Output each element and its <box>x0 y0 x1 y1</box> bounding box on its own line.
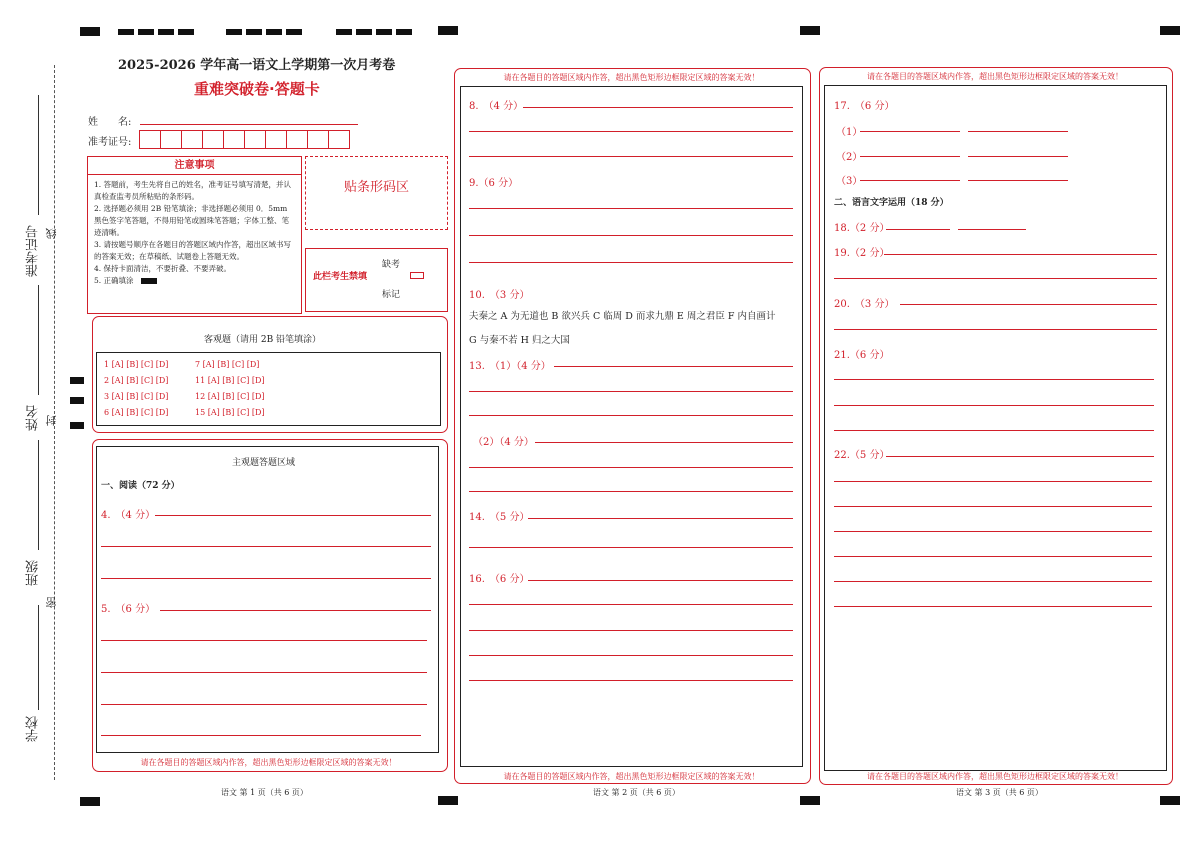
question-label: （1） <box>836 127 863 138</box>
timing-mark <box>178 29 194 35</box>
question-label: （2）（4 分） <box>473 437 534 448</box>
notice-title: 注意事项 <box>88 157 301 175</box>
timing-mark <box>70 377 84 384</box>
page-footer: 语文 第 2 页（共 6 页） <box>593 788 680 797</box>
timing-mark <box>158 29 174 35</box>
answer-line[interactable] <box>469 391 793 392</box>
binding-field-line <box>38 95 39 215</box>
timing-mark <box>438 26 458 35</box>
warning-text: 请在各题目的答题区域内作答，超出黑色矩形边框限定区域的答案无效！ <box>867 72 1123 81</box>
answer-line[interactable] <box>101 735 421 736</box>
warning-text: 请在各题目的答题区域内作答，超出黑色矩形边框限定区域的答案无效！ <box>140 758 397 767</box>
question-label: 20. （3 分） <box>834 299 895 310</box>
choice-row[interactable]: 12 [A] [B] [C] [D] <box>195 392 265 401</box>
answer-line[interactable] <box>834 481 1152 482</box>
question-label: 4. （4 分） <box>101 510 156 521</box>
binding-field-line <box>38 440 39 550</box>
page-footer: 语文 第 1 页（共 6 页） <box>221 788 308 797</box>
notice-item-label: 5. 正确填涂 <box>94 276 134 285</box>
answer-line[interactable] <box>834 556 1152 557</box>
answer-line[interactable] <box>968 131 1068 132</box>
binding-field-line <box>38 605 39 710</box>
answer-line[interactable] <box>834 405 1154 406</box>
answer-line[interactable] <box>834 329 1157 330</box>
question-label: 16. （6 分） <box>469 574 530 585</box>
answer-line[interactable] <box>101 578 431 579</box>
answer-line[interactable] <box>469 131 793 132</box>
warning-text: 请在各题目的答题区域内作答，超出黑色矩形边框限定区域的答案无效！ <box>503 772 760 781</box>
answer-line[interactable] <box>469 630 793 631</box>
answer-line[interactable] <box>523 107 793 108</box>
answer-line[interactable] <box>834 506 1152 507</box>
answer-line[interactable] <box>469 208 793 209</box>
timing-mark <box>336 29 352 35</box>
choice-row[interactable]: 1 [A] [B] [C] [D] <box>104 360 169 369</box>
answer-line[interactable] <box>860 180 960 181</box>
binding-class-label: 班级 <box>26 560 41 586</box>
question-label: 22.（5 分） <box>834 450 890 461</box>
absent-forbid-label: 此栏考生禁填 <box>313 272 368 282</box>
answer-line[interactable] <box>469 415 793 416</box>
barcode-area <box>305 156 448 230</box>
timing-mark <box>70 422 84 429</box>
question-label: 21.（6 分） <box>834 350 890 361</box>
timing-mark <box>80 797 100 806</box>
answer-line[interactable] <box>834 278 1157 279</box>
question-label: 18.（2 分） <box>834 223 890 234</box>
question-label: 8. （4 分） <box>469 101 524 112</box>
timing-mark <box>800 796 820 805</box>
timing-mark <box>246 29 262 35</box>
question-label: 5. （6 分） <box>101 604 156 615</box>
question-label: （2） <box>836 152 863 163</box>
answer-line[interactable] <box>860 131 960 132</box>
answer-line[interactable] <box>155 515 431 516</box>
question-label: 13. （1）（4 分） <box>469 361 551 372</box>
question-label: 19.（2 分） <box>834 248 890 259</box>
binding-xian-label: 线 <box>45 228 58 239</box>
notice-item: 3. 请按题号顺序在各题目的答题区域内作答，超出区域书写的答案无效；在草稿纸、试题卷上答题无效。 <box>94 240 292 261</box>
choice-row[interactable]: 15 [A] [B] [C] [D] <box>195 408 265 417</box>
choice-row[interactable]: 7 [A] [B] [C] [D] <box>195 360 260 369</box>
absent-box <box>305 248 448 312</box>
timing-mark <box>118 29 134 35</box>
answer-line[interactable] <box>101 640 427 641</box>
notice-item <box>94 275 295 287</box>
answer-line[interactable] <box>469 467 793 468</box>
notice-item: 2. 选择题必须用 2B 铅笔填涂；非选择题必须用 0．5mm 黑色签字笔答题，不得用铅笔或圆珠笔答题；字体工整、笔迹清晰。 <box>94 204 289 237</box>
answer-line[interactable] <box>101 672 427 673</box>
filled-sample-icon <box>141 278 157 284</box>
name-label: 姓 名: <box>88 117 132 128</box>
answer-line[interactable] <box>469 235 793 236</box>
absent-mark-bottom: 标记 <box>382 290 401 300</box>
timing-mark <box>1160 26 1180 35</box>
binding-feng-label: 封 <box>45 415 58 426</box>
passage-text: 夫秦之 A 为无道也 B 欲兴兵 C 临周 D 而求九鼎 E 周之君臣 F 内自画计 <box>469 311 776 322</box>
answer-line[interactable] <box>469 156 793 157</box>
answer-line[interactable] <box>886 229 950 230</box>
card-title: 重难突破卷·答题卡 <box>194 80 320 98</box>
answer-line[interactable] <box>834 606 1152 607</box>
question-label: 9.（6 分） <box>469 178 519 189</box>
timing-mark <box>376 29 392 35</box>
choice-row[interactable]: 6 [A] [B] [C] [D] <box>104 408 169 417</box>
id-label: 准考证号: <box>88 137 132 148</box>
notice-item: 1. 答题前，考生先将自己的姓名，准考证号填写清楚，并认真检查监考员所粘贴的条形码。 <box>94 180 292 201</box>
question-label: （3） <box>836 176 863 187</box>
question-label: 10. （3 分） <box>469 290 530 301</box>
timing-mark <box>800 26 820 35</box>
answer-line[interactable] <box>528 518 793 519</box>
binding-school-label: 学校 <box>26 716 41 742</box>
notice-box <box>87 156 302 314</box>
answer-line[interactable] <box>958 229 1026 230</box>
choice-row[interactable]: 3 [A] [B] [C] [D] <box>104 392 169 401</box>
timing-mark <box>356 29 372 35</box>
answer-line[interactable] <box>528 580 793 581</box>
question-label: 14. （5 分） <box>469 512 530 523</box>
answer-line[interactable] <box>554 366 793 367</box>
timing-mark <box>138 29 154 35</box>
timing-mark <box>80 27 100 36</box>
timing-mark <box>266 29 282 35</box>
answer-frame-3 <box>824 85 1167 771</box>
warning-text: 请在各题目的答题区域内作答，超出黑色矩形边框限定区域的答案无效！ <box>503 73 760 82</box>
answer-line[interactable] <box>101 546 431 547</box>
answer-line[interactable] <box>834 430 1154 431</box>
barcode-label: 贴条形码区 <box>343 180 409 195</box>
answer-line[interactable] <box>469 262 793 263</box>
answer-line[interactable] <box>884 254 1157 255</box>
answer-line[interactable] <box>535 442 793 443</box>
answer-line[interactable] <box>469 655 793 656</box>
timing-mark <box>396 29 412 35</box>
timing-mark <box>70 397 84 404</box>
answer-line[interactable] <box>469 547 793 548</box>
answer-line[interactable] <box>834 379 1154 380</box>
answer-line[interactable] <box>900 304 1157 305</box>
binding-name-label: 姓名 <box>26 405 41 431</box>
name-field[interactable] <box>140 124 358 125</box>
answer-line[interactable] <box>968 156 1068 157</box>
warning-text: 请在各题目的答题区域内作答，超出黑色矩形边框限定区域的答案无效！ <box>867 772 1123 781</box>
passage-text: G 与秦不若 H 归之大国 <box>469 335 570 346</box>
binding-mi-label: 密 <box>45 597 58 608</box>
question-label: 17. （6 分） <box>834 101 895 112</box>
notice-item: 4. 保持卡面清洁，不要折叠、不要弄破。 <box>94 264 232 273</box>
answer-line[interactable] <box>860 156 960 157</box>
answer-line[interactable] <box>469 680 793 681</box>
absent-mark-top: 缺考 <box>382 260 401 270</box>
answer-line[interactable] <box>469 604 793 605</box>
subjective-title: 主观题答题区域 <box>232 458 296 468</box>
timing-mark <box>1160 796 1180 805</box>
page-footer: 语文 第 3 页（共 6 页） <box>956 788 1043 797</box>
timing-mark <box>286 29 302 35</box>
absent-checkbox[interactable] <box>410 272 424 279</box>
timing-mark <box>226 29 242 35</box>
answer-line[interactable] <box>101 704 427 705</box>
answer-line[interactable] <box>160 610 431 611</box>
choice-row[interactable]: 2 [A] [B] [C] [D] <box>104 376 169 385</box>
answer-line[interactable] <box>834 531 1152 532</box>
choice-row[interactable]: 11 [A] [B] [C] [D] <box>195 376 265 385</box>
answer-line[interactable] <box>834 581 1152 582</box>
answer-line[interactable] <box>968 180 1068 181</box>
exam-title: 2025-2026 学年高一语文上学期第一次月考卷 <box>118 58 396 73</box>
binding-field-line <box>38 285 39 395</box>
id-boxes[interactable] <box>140 130 350 149</box>
answer-line[interactable] <box>469 491 793 492</box>
objective-title: 客观题（请用 2B 铅笔填涂） <box>204 335 322 345</box>
binding-id-label: 准考证号 <box>26 225 41 277</box>
section-heading: 一、阅读（72 分） <box>101 481 180 491</box>
section-heading: 二、语言文字运用（18 分） <box>834 198 949 208</box>
timing-mark <box>438 796 458 805</box>
answer-line[interactable] <box>886 456 1154 457</box>
